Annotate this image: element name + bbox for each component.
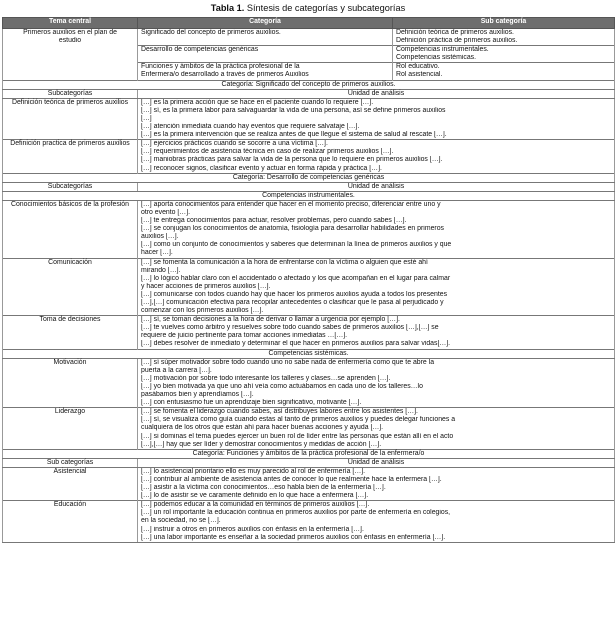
analysis-unit-line: […] reconocer signos, clasificar evento y actuar en forma rápida y práctica […].: [141, 164, 382, 172]
analysis-unit-line: […] sí, se toman decisiones a la hora de derivar o llamar a urgencia por ejemplo […].: [141, 316, 400, 324]
competency-group-row: [3, 349, 615, 358]
tema-central-line: Primeros auxilios en el plan de: [23, 29, 117, 36]
sub-categoria-line: Competencias sistémicas.: [396, 54, 477, 62]
table-header-row: [3, 18, 615, 29]
analysis-unit-line: […] te entrega conocimientos para actuar, resolver problemas, pero cuando sabes […].: [141, 217, 407, 225]
subcategory-name: Liderazgo: [3, 408, 138, 449]
tema-central-line: estudio: [58, 37, 82, 45]
category-title: Categoría: Funciones y ámbitos de la práctica profesional de la enfermera/o: [3, 449, 615, 458]
subcategory-row: [3, 258, 615, 316]
competency-group-row: [3, 191, 615, 200]
analysis-unit-line: […] lo lógico hablar claro con el accidentado o afectado y los que acompañan en el lugar para calmar: [141, 274, 451, 282]
caption-label: Tabla 1.: [210, 3, 245, 13]
analysis-unit-line: […] atención inmediata cuando hay eventos que requiere salvataje […].: [141, 123, 360, 131]
analysis-unit-line: cualquiera de los otros que están ahí para hacer buenas acciones y ayuda […].: [141, 424, 384, 432]
analysis-unit-line: […] se fomenta el liderazgo cuando sabes, así distribuyes labores entre los asistentes […].: [141, 408, 418, 416]
analysis-unit-line: […] requerimientos de asistencia técnica en caso de realizar primeros auxilios […].: [141, 148, 394, 156]
sub-categoria-line: Competencias instrumentales.: [396, 46, 489, 54]
category-title-row: [3, 80, 615, 89]
analysis-unit-line: […] motivación por sobre todo interesante los talleres y clases…se aprenden […].: [141, 374, 391, 382]
categories-table: [2, 17, 615, 543]
sub-categoria-cell: [393, 29, 615, 46]
tema-central-cell: [3, 29, 138, 81]
unidad-analisis-label: Unidad de análisis: [138, 458, 615, 467]
analysis-unit-line: […] debes resolver de inmediato y determinar el que hacer en primeros auxilios para salvar vidas[…].: [141, 340, 451, 348]
category-title-row: [3, 449, 615, 458]
analysis-unit-line: hacer […].: [141, 249, 173, 257]
analysis-unit-cell: [138, 501, 615, 542]
analysis-unit-line: […],[…] hay que ser líder y demostrar conocimientos y medidas de acción […].: [141, 440, 382, 448]
subcategory-row: [3, 408, 615, 449]
analysis-unit-cell: [138, 467, 615, 500]
analysis-unit-line: en la sociedad, no se […].: [141, 517, 221, 525]
sub-categoria-cell: [393, 63, 615, 80]
subcategory-row: [3, 358, 615, 408]
analysis-unit-line: […] contribuir al ambiente de asistencia antes de conocer lo que realmente hace la enfermera […].: [141, 475, 442, 483]
categoria-cell: [138, 46, 393, 63]
analysis-unit-line: […] podemos educar a la comunidad en términos de primeros auxilios […].: [141, 501, 370, 509]
sub-categoria-line: Rol asistencial.: [396, 71, 443, 79]
sub-categoria-line: Definición teórica de primeros auxilios.: [396, 29, 514, 36]
analysis-unit-line: requiere de juicio pertinente para tomar acciones inmediatas …[…].: [141, 332, 348, 340]
subcategorias-label: Sub categorías: [3, 458, 138, 467]
analysis-unit-cell: [138, 316, 615, 349]
analysis-unit-line: pasábamos bien y aprendíamos […].: [141, 391, 254, 399]
subcategory-row: [3, 200, 615, 258]
subcategorias-label: Subcategorías: [3, 89, 138, 98]
analysis-unit-line: […] es la primera acción que se hace en el paciente cuando lo requiere […].: [141, 98, 374, 106]
subcategory-name: Conocimientos básicos de la profesión: [3, 200, 138, 258]
competency-group-title: Competencias instrumentales.: [3, 191, 615, 200]
analysis-unit-cell: [138, 200, 615, 258]
analysis-unit-line: […] ejercicios prácticos cuando se socorre a una víctima […].: [141, 140, 328, 148]
subcategory-name: Comunicación: [3, 258, 138, 316]
subcategory-row: [3, 467, 615, 500]
analysis-unit-line: […]: [141, 114, 152, 122]
caption-text: Síntesis de categorías y subcategorías: [246, 3, 406, 13]
table-caption: [0, 0, 616, 17]
categoria-cell: [138, 29, 393, 46]
subheader-row: [3, 458, 615, 467]
analysis-unit-line: […] asistir a la víctima con conocimientos…eso habla bien de la enfermería […].: [141, 484, 386, 492]
subcategory-row: [3, 501, 615, 542]
subcategory-name: Motivación: [3, 358, 138, 408]
analysis-unit-line: […] se conjugan los conocimientos de anatomía, fisiología para desarrollar habilidades en primeros: [141, 225, 444, 233]
subcategory-row: [3, 98, 615, 139]
analysis-unit-line: […] te vuelves como árbitro y resuelves sobre todo cuando sabes de primeros auxilios […],[…] se: [141, 324, 439, 332]
analysis-unit-line: […] instruir a otros en primeros auxilios con énfasis en la enfermería […].: [141, 525, 364, 533]
analysis-unit-cell: [138, 258, 615, 316]
analysis-unit-line: puerta a la carrera […].: [141, 366, 212, 374]
analysis-unit-line: […] aporta conocimientos para entender que hacer en el momento preciso, diferenciar entre uno y: [141, 200, 441, 208]
sub-categoria-line: Definición práctica de primeros auxilios.: [396, 37, 518, 45]
subcategory-name: Toma de decisiones: [3, 316, 138, 349]
analysis-unit-line: […] un rol importante la educación continua en primeros auxilios por parte de enfermería en colegios,: [141, 509, 451, 517]
subcategory-name: Definición teórica de primeros auxilios: [3, 98, 138, 139]
analysis-unit-line: […] sí súper motivador sobre todo cuando uno no sabe nada de enfermería como que te abre la: [141, 358, 435, 366]
analysis-unit-line: […] maniobras prácticas para salvar la vida de la persona que lo requiere en primeros auxilios […].: [141, 156, 443, 164]
analysis-unit-line: […] es la primera intervención que se realiza antes de que llegue el sistema de salud al rescate […].: [141, 131, 447, 139]
header-tema-central: Tema central: [3, 18, 138, 29]
analysis-unit-line: […] se fomenta la comunicación a la hora de enfrentarse con la víctima o alguien que esté ahí: [141, 258, 428, 266]
subcategory-row: [3, 140, 615, 173]
subcategory-name: Definición practica de primeros auxilios: [3, 140, 138, 173]
header-sub-categoria: Sub categoría: [393, 18, 615, 29]
sub-categoria-line: Rol educativo.: [396, 63, 440, 71]
analysis-unit-cell: [138, 98, 615, 139]
analysis-unit-line: […] si dominas el tema puedes ejercer un buen rol de líder entre las personas que están allí en el acto: [141, 432, 454, 440]
analysis-unit-line: […] con entusiasmo fue un aprendizaje bien significativo, motivante […].: [141, 399, 362, 407]
category-title: Categoría: Significado del concepto de primeros auxilios.: [3, 80, 615, 89]
analysis-unit-line: […] lo de asistir se ve caramente definido en lo que hace a enfermera […].: [141, 492, 369, 500]
subheader-row: [3, 182, 615, 191]
analysis-unit-line: […] como un conjunto de conocimientos y saberes que determinan la línea de primeros auxilios y que: [141, 241, 452, 249]
table-body: [3, 18, 615, 543]
categoria-cell: [138, 63, 393, 80]
analysis-unit-line: […] yo bien motivada ya que uno ahí veía como actuábamos en cada uno de los talleres…lo: [141, 382, 423, 390]
analysis-unit-line: auxilios […].: [141, 233, 179, 241]
analysis-unit-line: […] una labor importante es enseñar a la sociedad primeros auxilios con énfasis en enfermería […].: [141, 533, 446, 541]
summary-row: [3, 29, 615, 46]
category-title-row: [3, 173, 615, 182]
subcategory-name: Asistencial: [3, 467, 138, 500]
unidad-analisis-label: Unidad de análisis: [138, 89, 615, 98]
categoria-line: Enfermera/o desarrollado a través de primeros Auxilios: [141, 71, 309, 79]
unidad-analisis-label: Unidad de análisis: [138, 182, 615, 191]
subcategory-row: [3, 316, 615, 349]
header-categoria: Categoría: [138, 18, 393, 29]
categoria-line: Desarrollo de competencias genéricas: [141, 46, 259, 54]
analysis-unit-line: y hacer acciones de primeros auxilios […].: [141, 282, 271, 290]
analysis-unit-line: […],[…] comunicación efectiva para recopilar antecedentes o clasificar que le pasa al perjudicado y: [141, 299, 444, 306]
categoria-line: Significado del concepto de primeros auxilios.: [141, 29, 281, 36]
sub-categoria-cell: [393, 46, 615, 63]
analysis-unit-line: […] comunicarse con todos cuando hay que hacer los primeros auxilios ayuda a todos los presentes: [141, 290, 448, 298]
analysis-unit-cell: [138, 408, 615, 449]
category-title: Categoría: Desarrollo de competencias genéricas: [3, 173, 615, 182]
analysis-unit-cell: [138, 358, 615, 408]
analysis-unit-line: comenzar con los primeros auxilios […].: [141, 307, 264, 315]
categoria-line: Funciones y ámbitos de la práctica profesional de la: [141, 63, 300, 71]
subcategory-name: Educación: [3, 501, 138, 542]
analysis-unit-line: mirando […].: [141, 266, 181, 274]
analysis-unit-cell: [138, 140, 615, 173]
analysis-unit-line: otro evento […].: [141, 208, 191, 216]
analysis-unit-line: […] lo asistencial prioritario ello es muy parecido al rol de enfermería […].: [141, 467, 366, 475]
subheader-row: [3, 89, 615, 98]
competency-group-title: Competencias sistémicas.: [3, 349, 615, 358]
analysis-unit-line: […] sí, se visualiza como guía cuando estas al tanto de primeros auxilios y puedes delegar funciones a: [141, 416, 456, 424]
subcategorias-label: Subcategorías: [3, 182, 138, 191]
analysis-unit-line: […] sí, es la primera labor para salvaguardar la vida de una persona, así se define primeros auxilios: [141, 106, 446, 114]
